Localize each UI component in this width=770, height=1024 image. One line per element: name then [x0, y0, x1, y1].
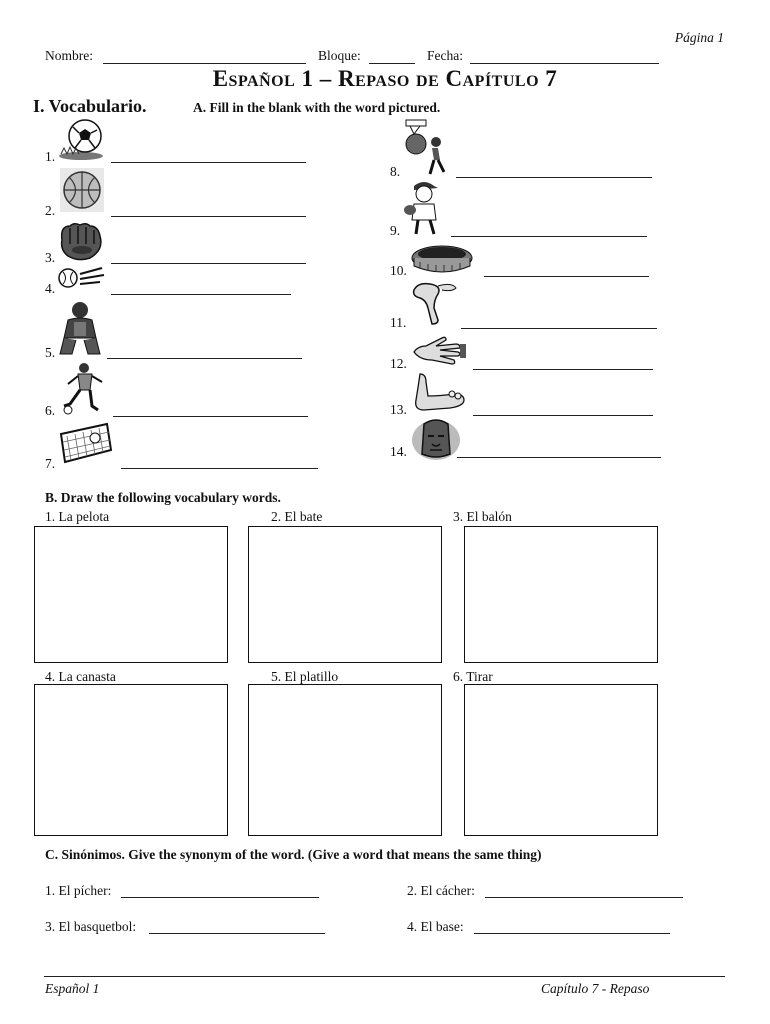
item-number: 13.	[390, 402, 407, 417]
draw-box-label: 4. La canasta	[45, 669, 116, 684]
item-number: 2.	[45, 203, 56, 218]
drawing-box-tirar[interactable]	[464, 684, 658, 836]
catcher-icon	[56, 300, 104, 358]
synonym-label: 3. El basquetbol:	[45, 919, 137, 934]
nombre-label: Nombre:	[45, 48, 93, 63]
leg-icon	[408, 278, 460, 326]
answer-line-12[interactable]	[473, 369, 653, 370]
fecha-field[interactable]	[470, 63, 659, 64]
synonym-answer-3[interactable]	[149, 933, 325, 934]
baseball-icon	[56, 264, 106, 290]
footer-right: Capítulo 7 - Repaso	[541, 981, 650, 996]
drawing-box-el-platillo[interactable]	[248, 684, 442, 836]
baseball-glove-icon	[56, 220, 106, 262]
answer-line-9[interactable]	[451, 236, 647, 237]
fecha-label: Fecha:	[427, 48, 463, 63]
item-number: 3.	[45, 250, 56, 265]
synonym-answer-2[interactable]	[485, 897, 683, 898]
answer-line-7[interactable]	[121, 468, 318, 469]
soccer-ball-icon	[55, 118, 107, 160]
item-number: 1.	[45, 149, 56, 164]
item-number: 11.	[390, 315, 407, 330]
item-number: 8.	[390, 164, 401, 179]
part-a-instruction: A. Fill in the blank with the word pictured.	[193, 100, 441, 115]
draw-box-label: 3. El balón	[453, 509, 512, 524]
answer-line-4[interactable]	[111, 294, 291, 295]
answer-line-6[interactable]	[113, 416, 308, 417]
item-number: 4.	[45, 281, 56, 296]
item-number: 14.	[390, 444, 407, 459]
basketball-icon	[58, 166, 106, 214]
draw-box-label: 6. Tirar	[453, 669, 493, 684]
draw-box-label: 5. El platillo	[271, 669, 339, 684]
answer-line-3[interactable]	[111, 263, 306, 264]
stadium-icon	[410, 238, 474, 274]
drawing-box-la-canasta[interactable]	[34, 684, 228, 836]
footer-left: Español 1	[45, 981, 100, 996]
foot-icon	[410, 372, 468, 414]
answer-line-1[interactable]	[111, 162, 306, 163]
item-number: 6.	[45, 403, 56, 418]
draw-box-label: 2. El bate	[271, 509, 323, 524]
answer-line-8[interactable]	[456, 177, 652, 178]
answer-line-10[interactable]	[484, 276, 649, 277]
drawing-box-el-bate[interactable]	[248, 526, 442, 663]
answer-line-2[interactable]	[111, 216, 306, 217]
synonym-answer-1[interactable]	[121, 897, 319, 898]
drawing-box-la-pelota[interactable]	[34, 526, 228, 663]
basketball-player-icon	[402, 118, 450, 176]
item-number: 10.	[390, 263, 407, 278]
part-b-instruction: B. Draw the following vocabulary words.	[45, 490, 281, 505]
nombre-field[interactable]	[103, 63, 306, 64]
synonym-label: 1. El pícher:	[45, 883, 112, 898]
page-number: Página 1	[674, 30, 724, 45]
answer-line-5[interactable]	[107, 358, 302, 359]
baseball-player-icon	[402, 180, 446, 236]
soccer-player-icon	[60, 362, 106, 416]
footer-divider	[44, 976, 725, 977]
section-heading: I. Vocabulario.	[33, 96, 147, 116]
draw-box-label: 1. La pelota	[45, 509, 110, 524]
page-title: Español 1 – Repaso de Capítulo 7	[212, 66, 558, 91]
item-number: 12.	[390, 356, 407, 371]
drawing-box-el-balon[interactable]	[464, 526, 658, 663]
item-number: 7.	[45, 456, 56, 471]
soccer-goal-icon	[57, 420, 115, 466]
bloque-label: Bloque:	[318, 48, 361, 63]
answer-line-13[interactable]	[473, 415, 653, 416]
synonym-label: 2. El cácher:	[407, 883, 475, 898]
answer-line-14[interactable]	[457, 457, 661, 458]
bloque-field[interactable]	[369, 63, 415, 64]
olmec-head-icon	[410, 416, 462, 462]
item-number: 9.	[390, 223, 401, 238]
hand-icon	[410, 330, 468, 368]
item-number: 5.	[45, 345, 56, 360]
synonym-label: 4. El base:	[407, 919, 464, 934]
synonym-answer-4[interactable]	[474, 933, 670, 934]
answer-line-11[interactable]	[461, 328, 657, 329]
part-c-instruction: C. Sinónimos. Give the synonym of the word. (Give a word that means the same thing)	[45, 847, 542, 862]
